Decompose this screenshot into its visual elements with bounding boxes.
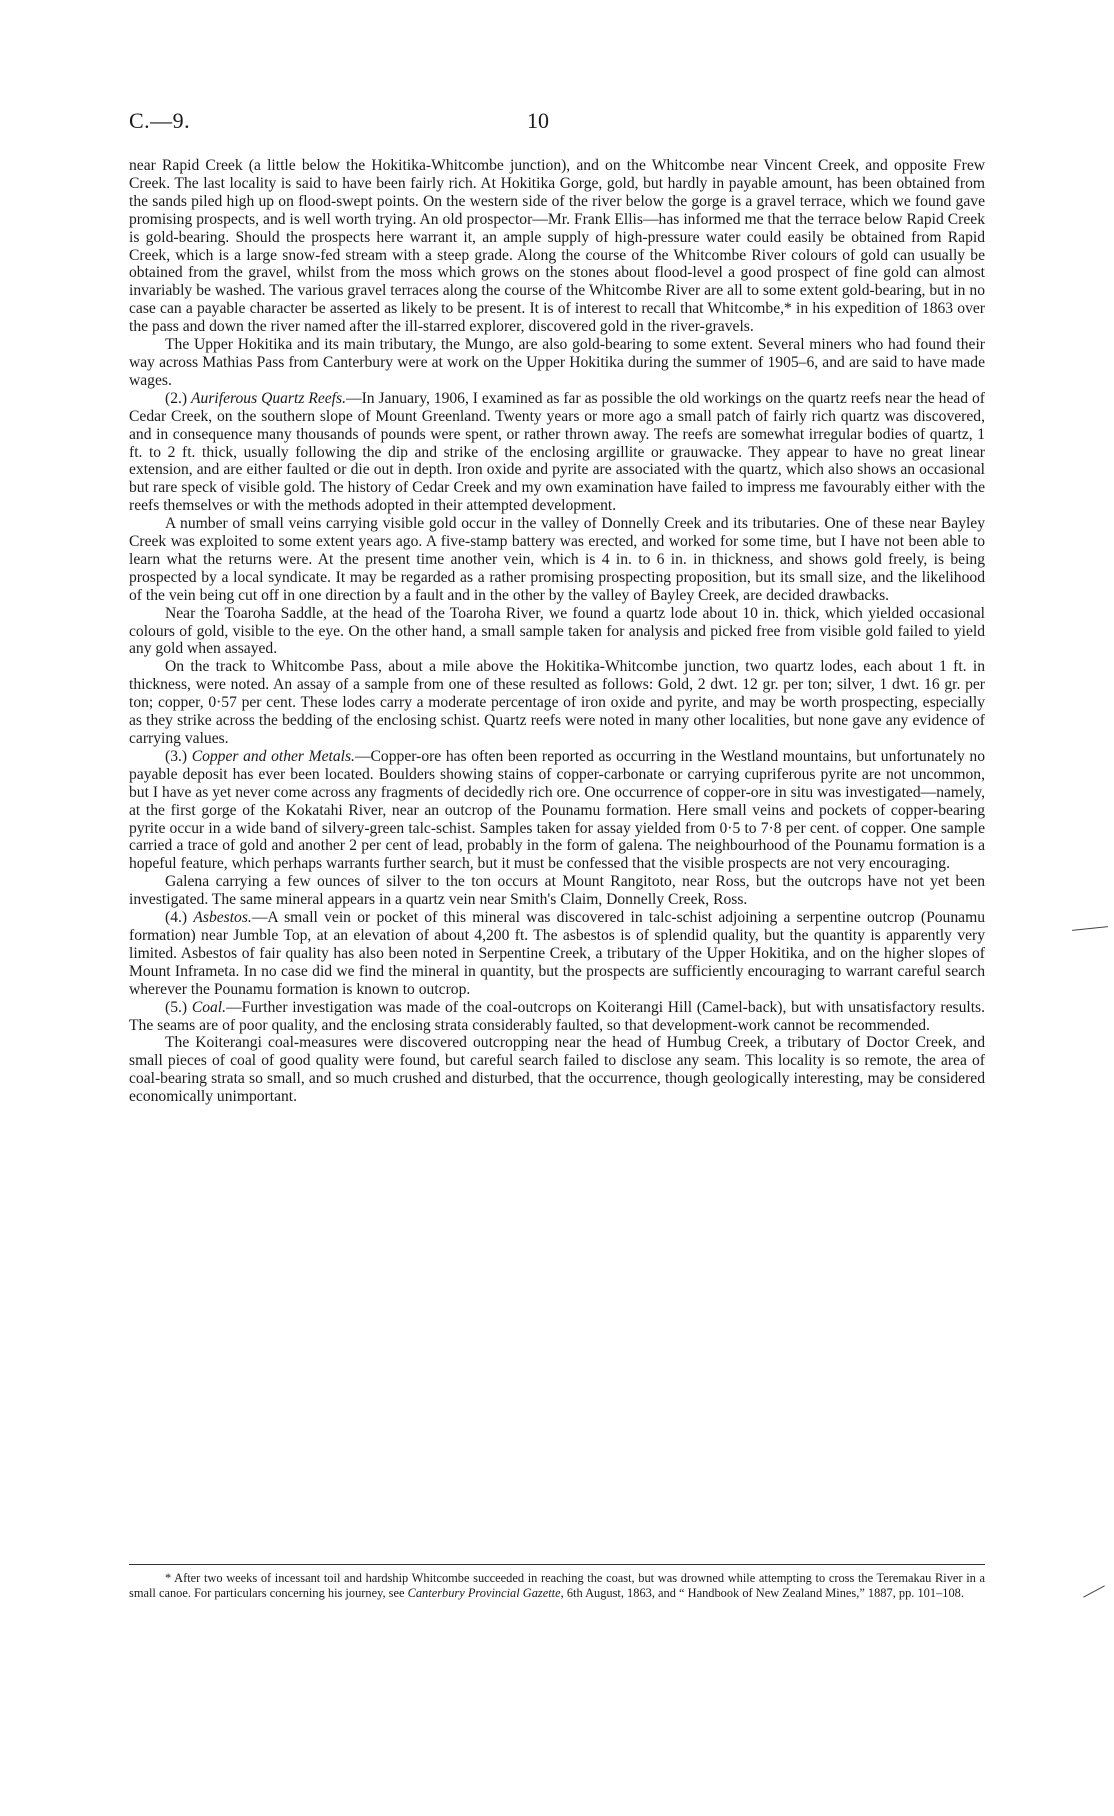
paragraph-copper: (3.) Copper and other Metals.—Copper-ore has often been reported as occurring in the Westland mountains, but unfortunately no payable deposit has ever been located. Boulders showing stains of copper-carbonate or carrying cupriferous pyrite are not uncommon, but I have as yet never come across any fragments of decidedly rich ore. One occurrence of copper-ore in situ was investigated—namely, at the first gorge of the Kokatahi River, near an outcrop of the Pounamu formation. Here small veins and pockets of copper-bearing pyrite occur in a wide band of silvery-green talc-schist. Samples taken for assay yielded from 0·5 to 7·8 per cent. of copper. One sample carried a trace of gold and another 2 per cent of lead, probably in the form of galena. The neighbourhood of the Pounamu formation is a hopeful feature, which perhaps warrants further search, but it must be confessed that the visible prospects are not very encouraging. (129, 747, 985, 873)
paragraph-koiterangi: The Koiterangi coal-measures were discovered outcropping near the head of Humbug Creek, a tributary of Doctor Creek, and small pieces of coal of good quality were found, but careful search failed to disclose any seam. This locality is so remote, the area of coal-bearing strata so small, and so much crushed and disturbed, that the occurrence, though geologically interesting, may be considered economically unimportant. (129, 1034, 985, 1106)
footnote-divider (129, 1564, 985, 1565)
paragraph-coal: (5.) Coal.—Further investigation was made of the coal-outcrops on Koiterangi Hill (Camel-back), but with unsatisfactory results. The seams are of poor quality, and the enclosing strata considerably faulted, so that development-work cannot be recommended. (129, 998, 986, 1034)
paragraph-upper-hokitika: The Upper Hokitika and its main tributary, the Mungo, are also gold-bearing to some extent. Several miners who had found their way across Mathias Pass from Canterbury were at work on the Upper Hokitika during the summer of 1905–6, and are said to have made wages. (129, 336, 985, 389)
body-text (129, 157, 985, 1106)
report-reference: C.—9. (129, 108, 191, 133)
paragraph-galena: Galena carrying a few ounces of silver to the ton occurs at Mount Rangitoto, near Ross, but the outcrops have not yet been investigated. The same mineral appears in a quartz vein near Smith's Claim, Donnelly Creek, Ross. (129, 873, 985, 909)
paragraph-quartz-reefs: (2.) Auriferous Quartz Reefs.—In January, 1906, I examined as far as possible the old workings on the quartz reefs near the head of Cedar Creek, on the southern slope of Mount Greenland. Twenty years or more ago a small patch of fairly rich quartz was discovered, and in consequence many thousands of pounds were spent, or rather thrown away. The reefs are somewhat irregular bodies of quartz, 1 ft. to 2 ft. thick, usually following the dip and strike of the enclosing argillite or grauwacke. They appear to have no great linear extension, and are either faulted or die out in depth. Iron oxide and pyrite are associated with the quartz, which also shows an occasional but rare speck of visible gold. The history of Cedar Creek and my own examination have failed to impress me favourably either with the reefs themselves or with the methods adopted in their attempted development. (129, 389, 986, 515)
section-heading: Auriferous Quartz Reefs. (191, 389, 346, 407)
margin-pencil-mark (1083, 1585, 1105, 1597)
paragraph-whitcombe-gold: near Rapid Creek (a little below the Hokitika-Whitcombe junction), and on the Whitcombe near Vincent Creek, and opposite Frew Creek. The last locality is said to have been fairly rich. At Hokitika Gorge, gold, but hardly in payable amount, has been obtained from the sands piled high up on flood-swept points. On the western side of the river below the gorge is a gravel terrace, which we found gave promising prospects, and is well worth trying. An old prospector—Mr. Frank Ellis—has informed me that the terrace below Rapid Creek is gold-bearing. Should the prospects here warrant it, an ample supply of high-pressure water could easily be obtained from Rapid Creek, which is a large snow-fed stream with a steep grade. Along the course of the Whitcombe River colours of gold can usually be obtained from the gravel, whilst from the moss which grows on the stones about flood-level a good prospect of fine gold can almost invariably be washed. The various gravel terraces along the course of the Whitcombe River are all to some extent gold-bearing, but in no case can a payable character be asserted as likely to be present. It is of interest to recall that Whitcombe,* in his expedition of 1863 over the pass and down the river named after the ill-starred explorer, discovered gold in the river-gravels. (129, 157, 985, 336)
footnote: * After two weeks of incessant toil and hardship Whitcombe succeeded in reaching the coast, but was drowned while attempting to cross the Teremakau River in a small canoe. For particulars concerning his journey, see Canterbury Provincial Gazette, 6th August, 1863, and “ Handbook of New Zealand Mines,” 1887, pp. 101–108. (129, 1571, 985, 1600)
page-number: 10 (527, 108, 549, 133)
paragraph-whitcombe-pass: On the track to Whitcombe Pass, about a mile above the Hokitika-Whitcombe junction, two quartz lodes, each about 1 ft. in thickness, were noted. An assay of a sample from one of these resulted as follows: Gold, 2 dwt. 12 gr. per ton; silver, 1 dwt. 16 gr. per ton; copper, 0·57 per cent. These lodes carry a moderate percentage of iron oxide and pyrite, and may be worth prospecting, especially as they strike across the bedding of the enclosing schist. Quartz reefs were noted in many other localities, but none gave any evidence of carrying values. (129, 658, 985, 747)
section-heading: Asbestos. (193, 909, 252, 927)
margin-pencil-mark (1072, 926, 1108, 931)
paragraph-donnelly-creek: A number of small veins carrying visible gold occur in the valley of Donnelly Creek and its tributaries. One of these near Bayley Creek was exploited to some extent years ago. A five-stamp battery was erected, and worked for some time, but I have not been able to learn what the returns were. At the present time another vein, which is 4 in. to 6 in. in thickness, and shows gold freely, is being prospected by a local syndicate. It may be regarded as a rather promising prospecting proposition, but its small size, and the likelihood of the vein being cut off in one direction by a fault and in the other by the valley of Bayley Creek, are decided drawbacks. (129, 515, 985, 604)
footnote-source: Canterbury Provincial Gazette (407, 1585, 561, 1600)
section-heading: Copper and other Metals. (191, 747, 355, 765)
paragraph-toaroha-saddle: Near the Toaroha Saddle, at the head of the Toaroha River, we found a quartz lode about 10 in. thick, which yielded occasional colours of gold, visible to the eye. On the other hand, a small sample taken for analysis and picked free from visible gold failed to yield any gold when assayed. (129, 604, 985, 658)
page-header (0, 108, 1114, 138)
paragraph-asbestos: (4.) Asbestos.—A small vein or pocket of this mineral was discovered in talc-schist adjoining a serpentine outcrop (Pounamu formation) near Jumble Top, at an elevation of about 4,200 ft. The asbestos is of splendid quality, but the quantity is apparently very limited. Asbestos of fair quality has also been noted in Serpentine Creek, a tributary of the Upper Hokitika, and on the higher slopes of Mount Inframeta. In no case did we find the mineral in quantity, but the prospects are sufficiently encouraging to warrant careful search wherever the Pounamu formation is known to outcrop. (129, 909, 985, 998)
section-heading: Coal. (191, 998, 227, 1016)
